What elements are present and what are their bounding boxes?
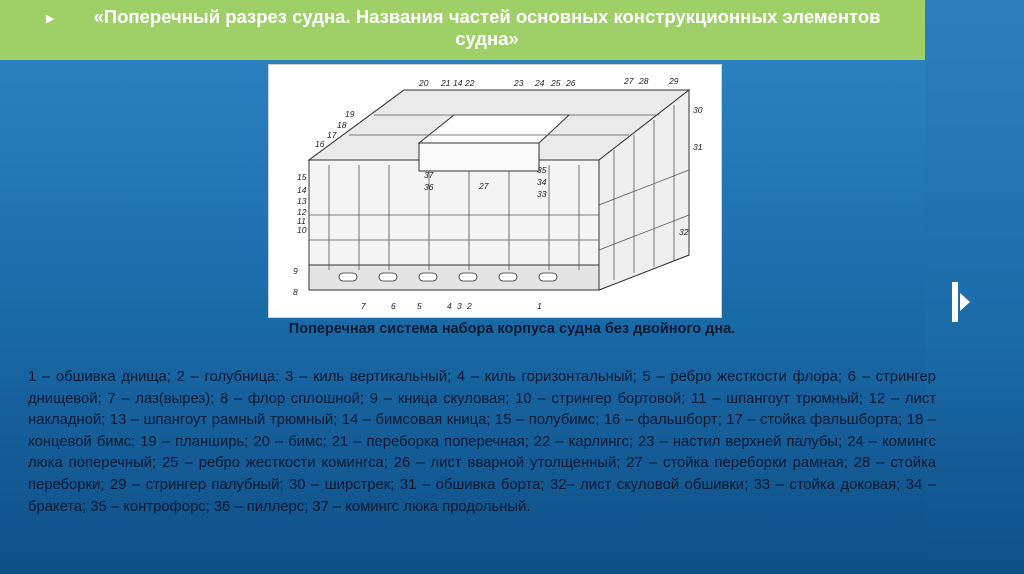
next-slide-bar-icon[interactable] xyxy=(952,282,958,322)
label-11: 11 xyxy=(297,216,306,226)
label-3: 3 xyxy=(457,301,462,311)
label-19: 19 xyxy=(345,109,355,119)
label-30: 30 xyxy=(693,105,703,115)
title-bar xyxy=(0,0,925,60)
label-32: 32 xyxy=(679,227,689,237)
label-37: 37 xyxy=(424,170,434,180)
label-31: 31 xyxy=(693,142,703,152)
label-27-top: 27 xyxy=(624,76,634,86)
hull-drawing-lines xyxy=(309,90,689,290)
label-23: 23 xyxy=(514,78,524,88)
label-28: 28 xyxy=(639,76,649,86)
label-35: 35 xyxy=(537,165,547,175)
label-8: 8 xyxy=(293,287,298,297)
ship-structure-drawing xyxy=(269,65,721,317)
label-36: 36 xyxy=(424,182,434,192)
label-33: 33 xyxy=(537,189,547,199)
slide-title: «Поперечный разрез судна. Названия частей основных конструкционных элементов судна» xyxy=(93,6,881,49)
label-24: 24 xyxy=(535,78,545,88)
label-6: 6 xyxy=(391,301,396,311)
label-7: 7 xyxy=(361,301,366,311)
label-22: 22 xyxy=(465,78,475,88)
label-17: 17 xyxy=(327,130,337,140)
parts-legend: 1 – обшивка днища; 2 – голубница; 3 – киль вертикальный; 4 – киль горизонтальный; 5 – ребро жесткости флора; 6 – стрингер днищевой; 7 – лаз(вырез); 8 – флор сплошной; 9 – кница скуловая; 10 – стрингер бортовой; 11 – шпангоут трюмный; 12 – лист накладной; 13 – шпангоут рамный трюмный; 14 – бимсовая кница; 15 – полубимс; 16 – фальшборт; 17 – стойка фальшборта; 18 – концевой бимс; 19 – планширь; 20 – бимс; 21 – переборка поперечная; 22 – карлингс; 23 – настил верхней палубы; 24 – комингс люка поперечный; 25 – ребро жесткости комингса; 26 – лист вварной утолщенный; 27 – стойка переборки рамная; 28 – стойка переборки; 29 – стрингер палубный; 30 – ширстрек; 31 – обшивка борта; 32– лист скуловой обшивки; 33 – стойка доковая; 34 – бракета; 35 – контрофорс; 36 – пиллерс; 37 – комингс люка продольный. xyxy=(28,369,936,515)
label-10: 10 xyxy=(297,225,307,235)
label-29: 29 xyxy=(669,76,679,86)
figure-caption: Поперечная система набора корпуса судна без двойного дна. xyxy=(288,321,736,337)
bullet-arrow-icon: ▶ xyxy=(46,13,55,25)
label-20: 20 xyxy=(419,78,429,88)
label-21: 21 xyxy=(441,78,451,88)
label-1: 1 xyxy=(537,301,542,311)
label-2: 2 xyxy=(467,301,472,311)
label-14: 14 xyxy=(453,78,463,88)
label-18: 18 xyxy=(337,120,347,130)
label-9: 9 xyxy=(293,266,298,276)
next-slide-arrow-icon[interactable] xyxy=(960,293,970,311)
label-25: 25 xyxy=(551,78,561,88)
label-15: 15 xyxy=(297,172,307,182)
label-27-mid: 27 xyxy=(479,181,489,191)
label-14-side: 14 xyxy=(297,185,307,195)
ship-cross-section-figure xyxy=(268,64,722,318)
label-12: 12 xyxy=(297,207,307,217)
label-13: 13 xyxy=(297,196,307,206)
label-26: 26 xyxy=(566,78,576,88)
label-4: 4 xyxy=(447,301,452,311)
label-34: 34 xyxy=(537,177,547,187)
label-16: 16 xyxy=(315,139,325,149)
label-5: 5 xyxy=(417,301,422,311)
right-side-panel xyxy=(925,0,1024,574)
